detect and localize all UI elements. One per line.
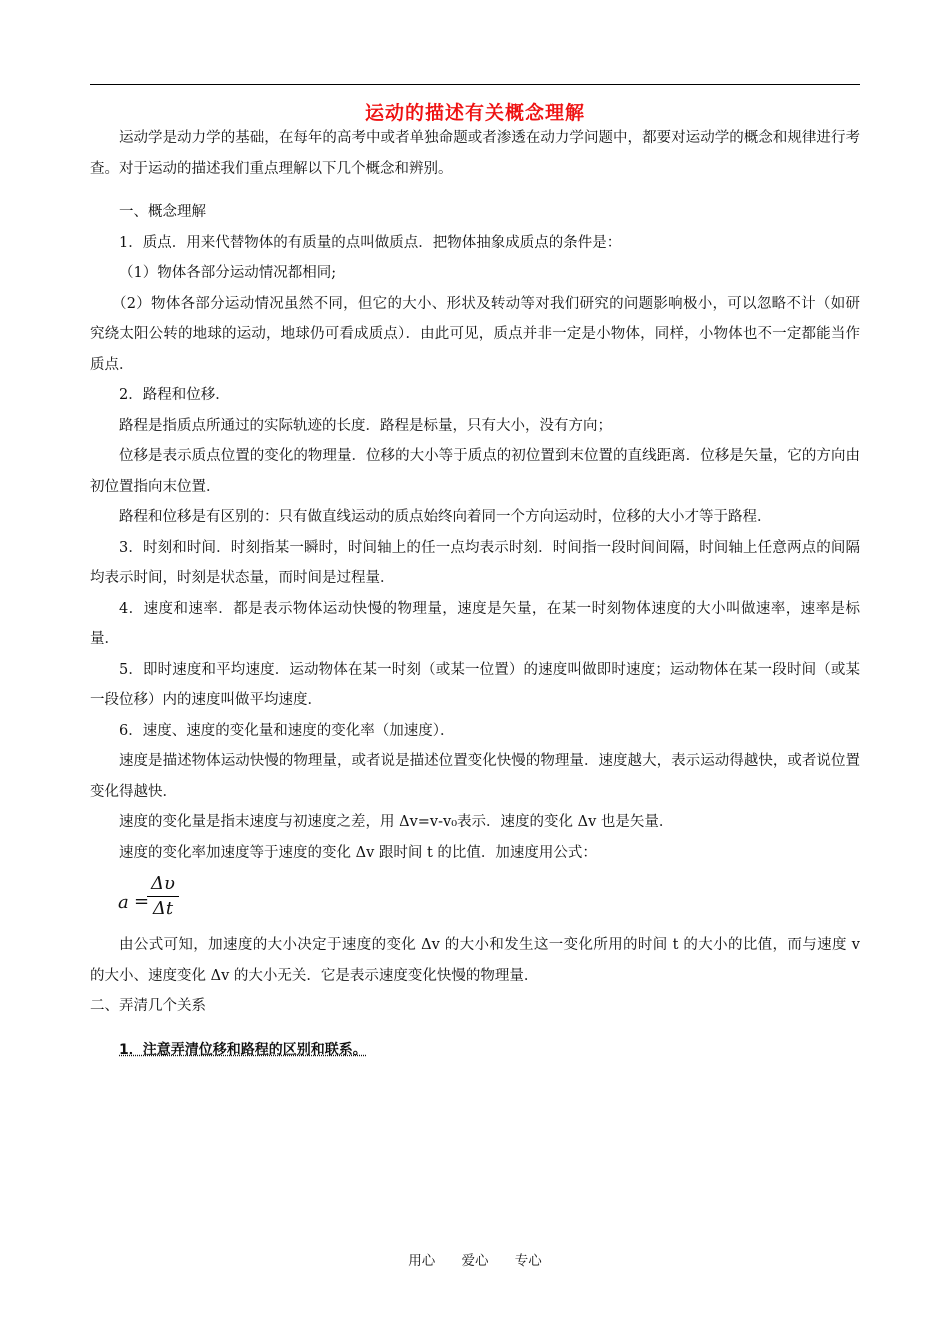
section-heading: 二、弄清几个关系 (90, 998, 206, 1014)
header-rule (90, 84, 860, 85)
page-footer: 用心 爱心 专心 (408, 1253, 542, 1269)
page-title: 运动的描述有关概念理解 (364, 102, 585, 124)
formula-lhs: a (118, 892, 129, 913)
paragraph: 5．即时速度和平均速度．运动物体在某一时刻（或某一位置）的速度叫做即时速度；运动物体在某一段时间（或某一段位移）内的速度叫做平均速度． (90, 661, 860, 708)
formula-numerator: Δυ (151, 873, 175, 894)
paragraph: 3．时刻和时间．时刻指某一瞬时，时间轴上的任一点均表示时刻．时间指一段时间间隔，时间轴上任意两点的间隔均表示时间，时刻是状态量，而时间是过程量． (90, 539, 860, 586)
paragraph: 速度的变化率加速度等于速度的变化 Δv 跟时间 t 的比值．加速度用公式： (119, 844, 597, 861)
paragraph: 2．路程和位移． (119, 387, 230, 403)
intro-paragraph: 运动学是动力学的基础，在每年的高考中或者单独命题或者渗透在动力学问题中，都要对运动学的概念和规律进行考查。对于运动的描述我们重点理解以下几个概念和辨别。 (90, 130, 860, 177)
paragraph: 速度是描述物体运动快慢的物理量，或者说是描述位置变化快慢的物理量．速度越大，表示运动得越快，或者说位置变化得越快． (90, 753, 860, 800)
paragraph: 1．质点．用来代替物体的有质量的点叫做质点．把物体抽象成质点的条件是： (119, 234, 622, 251)
paragraph: （1）物体各部分运动情况都相同; (119, 265, 337, 281)
paragraph: 由公式可知，加速度的大小决定于速度的变化 Δv 的大小和发生这一变化所用的时间 t 的大小的比值，而与速度 v 的大小、速度变化 Δv 的大小无关．它是表示速度变化快慢的物理量． (90, 937, 860, 984)
paragraph: 速度的变化量是指末速度与初速度之差，用 Δv=v-v₀表示．速度的变化 Δv 也是矢量． (119, 814, 674, 830)
spacer (90, 184, 860, 197)
formula-equals: = (134, 891, 150, 912)
paragraph: 路程是指质点所通过的实际轨迹的长度．路程是标量，只有大小，没有方向； (119, 417, 612, 434)
subsection-heading (90, 1035, 860, 1066)
paragraph: 位移是表示质点位置的变化的物理量．位移的大小等于质点的初位置到末位置的直线距离．位移是矢量，它的方向由初位置指向末位置． (90, 448, 860, 495)
paragraph: 4．速度和速率．都是表示物体运动快慢的物理量，速度是矢量，在某一时刻物体速度的大小叫做速率，速率是标量． (90, 600, 860, 647)
acceleration-formula (90, 868, 860, 930)
document-body (90, 123, 860, 1065)
paragraph: （2）物体各部分运动情况虽然不同，但它的大小、形状及转动等对我们研究的问题影响极小，可以忽略不计（如研究绕太阳公转的地球的运动，地球仍可看成质点）．由此可见，质点并非一定是小物体，同样，小物体也不一定都能当作质点． (90, 295, 860, 373)
spacer (90, 1022, 860, 1035)
paragraph: 路程和位移是有区别的：只有做直线运动的质点始终向着同一个方向运动时，位移的大小才等于路程． (119, 509, 772, 525)
subsection-heading-text: 1．注意弄清位移和路程的区别和联系。 (119, 1041, 367, 1058)
formula-denominator: Δt (152, 898, 174, 919)
paragraph: 6．速度、速度的变化量和速度的变化率（加速度）． (119, 722, 455, 739)
section-heading: 一、概念理解 (119, 204, 206, 220)
formula-fraction (146, 872, 180, 921)
